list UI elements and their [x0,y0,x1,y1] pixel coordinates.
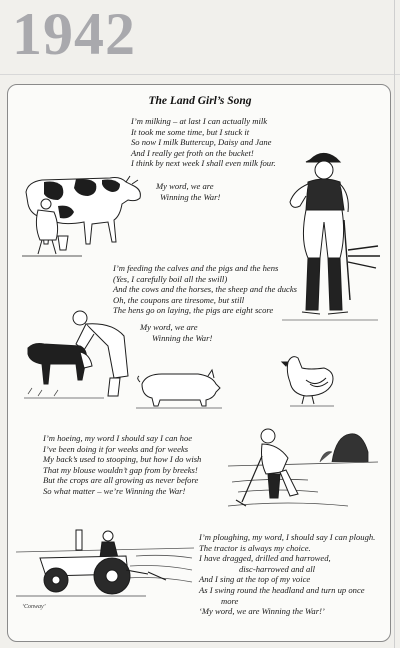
verse-line: The tractor is always my choice. [199,542,311,553]
verse-line: I’m hoeing, my word I should say I can hoe [43,433,193,443]
chorus-line: My word, we are [156,181,214,191]
chorus-2 [140,322,212,343]
verse-line: As I swing round the headland and turn up once [199,584,365,595]
hen-illustration [276,352,338,410]
verse-line: I’m feeding the calves and the pigs and the hens [113,263,279,273]
verse-line: I’ve been doing it for weeks and for weeks [43,443,189,454]
verse-line: The hens go on laying, the pigs are eight score [113,305,274,316]
girl-feeding-calf-illustration [24,306,132,406]
verse-line: I’m ploughing, my word, I should say I can plough. [199,532,376,542]
verse-4 [199,532,375,617]
verse-line: My back’s used to stooping, but how I do wish [43,454,202,465]
verse-line: disc-harrowed and all [239,563,316,574]
verse-line: (Yes, I carefully boil all the swill) [113,273,228,284]
pig-illustration [136,370,222,412]
song-title: The Land Girl’s Song [148,95,252,107]
verse-line: And the cows and the horses, the sheep and the ducks [113,284,298,295]
chorus-line: My word, we are [140,322,198,332]
header-divider [0,74,400,75]
verse-line: So now I milk Buttercup, Daisy and Jane [131,137,272,148]
chorus-line: Winning the War! [152,332,213,343]
verse-line: So what matter – we’re Winning the War! [43,485,186,496]
verse-line: Oh, the coupons are tiresome, but still [113,294,245,305]
verse-line: It took me some time, but I stuck it [131,126,250,137]
verse-3 [43,433,201,497]
verse-1 [131,116,276,169]
verse-line: ‘My word, we are Winning the War!’ [199,606,325,617]
verse-line: I think by next week I shall even milk four. [131,158,276,169]
verse-line: But the crops are all growing as never before [43,475,199,486]
artist-signature: ‘Conway’ [22,604,46,610]
girl-milking-cow-illustration [22,170,147,260]
verse-line: I have dragged, drilled and harrowed, [199,553,331,564]
chorus-line: Winning the War! [160,191,221,202]
verse-line: I’m milking – at last I can actually milk [131,116,268,126]
verse-line: That my blouse wouldn’t gap from by breeks! [43,464,198,475]
verse-line: more [221,595,239,606]
verse-line: And I really get froth on the bucket! [131,147,254,158]
chorus-1 [156,181,220,202]
verse-line: And I sing at the top of my voice [199,574,311,585]
girl-on-tractor-illustration [16,522,194,600]
verse-2 [113,263,297,316]
land-girl-with-pitchfork-illustration [278,150,382,322]
year-heading: 1942 [12,1,136,67]
girl-hoeing-illustration [228,422,378,514]
